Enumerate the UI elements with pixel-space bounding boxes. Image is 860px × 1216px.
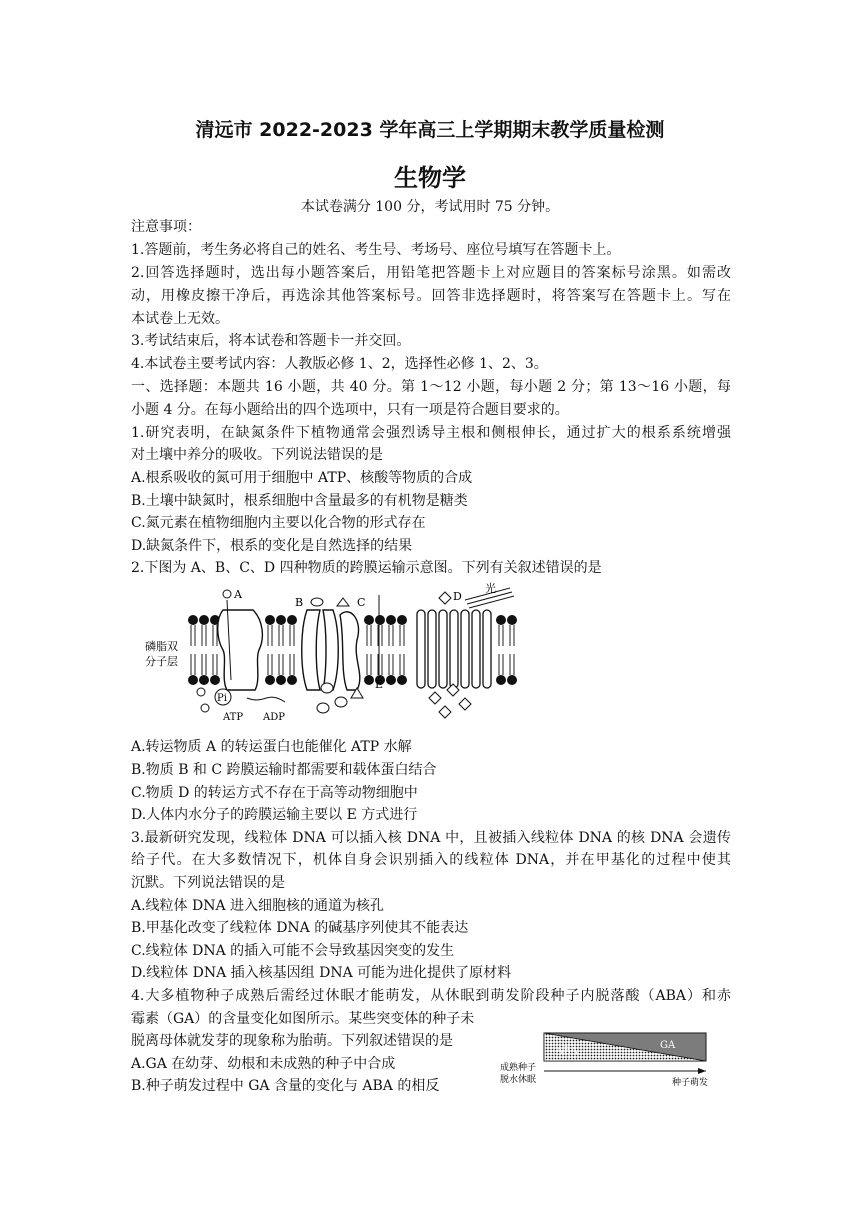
q2-option-b: B.物质 B 和 C 跨膜运输时都需要和载体蛋白结合 <box>131 762 437 778</box>
q1-stem-line-1: 1.研究表明，在缺氮条件下植物通常会强烈诱导主根和侧根伸长，通过扩大的根系系统增强 <box>131 425 731 441</box>
q4-stem-line-3: 脱离母体就发芽的现象称为胎萌。下列叙述错误的是 <box>131 1033 453 1049</box>
q2-option-a: A.转运物质 A 的转运蛋白也能催化 ATP 水解 <box>131 739 412 755</box>
label-pi: Pi <box>217 693 227 704</box>
carrier-protein-c <box>340 612 360 690</box>
note-2-line-2: 动，用橡皮擦干净后，再选涂其他答案标号。回答非选择题时，将答案写在答题卡上。写在 <box>131 288 731 304</box>
label-atp: ATP <box>223 712 244 723</box>
q3-stem-line-1: 3.最新研究发现，线粒体 DNA 可以插入核 DNA 中，且被插入线粒体 DNA 的核 DNA 会遗传 <box>131 830 731 846</box>
q4-option-a: A.GA 在幼芽、幼根和未成熟的种子中合成 <box>131 1056 396 1072</box>
q1-option-a: A.根系吸收的氮可用于细胞中 ATP、核酸等物质的合成 <box>131 470 473 486</box>
q2-option-c: C.物质 D 的转运方式不存在于高等动物细胞中 <box>131 785 418 801</box>
light-driven-pump-d <box>417 610 491 688</box>
section-1-line-2: 小题 4 分。在每小题给出的四个选项中，只有一项是符合题目要求的。 <box>131 402 569 418</box>
q3-stem-line-3: 沉默。下列说法错误的是 <box>131 875 285 891</box>
q2-option-d: D.人体内水分子的跨膜运输主要以 E 方式进行 <box>131 807 418 823</box>
label-light: 光 <box>485 582 496 595</box>
q3-option-c: C.线粒体 DNA 的插入可能不会导致基因突变的发生 <box>131 943 455 959</box>
label-c: C <box>357 596 366 609</box>
q3-option-d: D.线粒体 DNA 插入核基因组 DNA 可能为进化提供了原材料 <box>131 965 512 981</box>
q4-stem-line-1: 4.大多植物种子成熟后需经过休眠才能萌发，从休眠到萌发阶段种子内脱落酸（ABA）和赤 <box>131 988 731 1004</box>
subject-title: 生物学 <box>394 164 466 192</box>
note-2-line-3: 本试卷上无效。 <box>131 311 229 327</box>
label-a: A <box>234 588 242 601</box>
score-time-note: 本试卷满分 100 分，考试用时 75 分钟。 <box>300 199 560 215</box>
label-d: D <box>453 590 462 603</box>
q3-stem-line-2: 给子代。在大多数情况下，机体自身会识别插入的线粒体 DNA，并在甲基化的过程中使其 <box>131 852 731 868</box>
label-adp: ADP <box>263 712 285 723</box>
q1-option-d: D.缺氮条件下，根系的变化是自然选择的结果 <box>131 538 413 554</box>
q1-option-b: B.土壤中缺氮时，根系细胞中含量最多的有机物是糖类 <box>131 493 468 509</box>
membrane-label-line-2: 分子层 <box>145 655 178 668</box>
label-mature-seed: 成熟种子 <box>500 1063 537 1073</box>
membrane-transport-figure <box>135 580 525 725</box>
q2-stem: 2.下图为 A、B、C、D 四种物质的跨膜运输示意图。下列有关叙述错误的是 <box>131 560 602 576</box>
q3-option-a: A.线粒体 DNA 进入细胞核的通道为核孔 <box>131 898 385 914</box>
aba-ga-figure <box>500 1030 730 1095</box>
note-4: 4.本试卷主要考试内容：人教版必修 1、2，选择性必修 1、2、3。 <box>131 356 548 372</box>
note-2-line-1: 2.回答选择题时，选出每小题答案后，用铅笔把答题卡上对应题目的答案标号涂黑。如需改 <box>131 265 731 281</box>
q4-option-b: B.种子萌发过程中 GA 含量的变化与 ABA 的相反 <box>131 1078 440 1094</box>
q1-stem-line-2: 对土壤中养分的吸收。下列说法错误的是 <box>131 447 383 463</box>
membrane-label-line-1: 磷脂双 <box>145 640 178 653</box>
label-ga: GA <box>660 1040 676 1051</box>
note-1: 1.答题前，考生务必将自己的姓名、考生号、考场号、座位号填写在答题卡上。 <box>131 242 621 258</box>
section-1-line-1: 一、选择题：本题共 16 小题，共 40 分。第 1～12 小题，每小题 2 分；第 13～16 小题，每 <box>131 379 731 395</box>
label-aba: ABA <box>556 1046 578 1057</box>
q1-option-c: C.氮元素在植物细胞内主要以化合物的形式存在 <box>131 515 426 531</box>
channel-protein-b <box>302 610 320 690</box>
label-dormancy: 脱水休眠 <box>500 1075 537 1085</box>
substance-a-circle <box>223 590 231 598</box>
label-e: E <box>375 678 384 691</box>
notes-heading: 注意事项： <box>131 219 201 235</box>
note-3: 3.考试结束后，将本试卷和答题卡一并交回。 <box>131 333 411 349</box>
label-germination: 种子萌发 <box>672 1078 709 1088</box>
q3-option-b: B.甲基化改变了线粒体 DNA 的碱基序列使其不能表达 <box>131 920 469 936</box>
exam-title: 清远市 2022-2023 学年高三上学期期末教学质量检测 <box>195 119 665 141</box>
label-b: B <box>295 596 304 609</box>
atp-pump-protein <box>218 610 263 690</box>
q4-stem-line-2: 霉素（GA）的含量变化如图所示。某些突变体的种子未 <box>131 1011 475 1027</box>
